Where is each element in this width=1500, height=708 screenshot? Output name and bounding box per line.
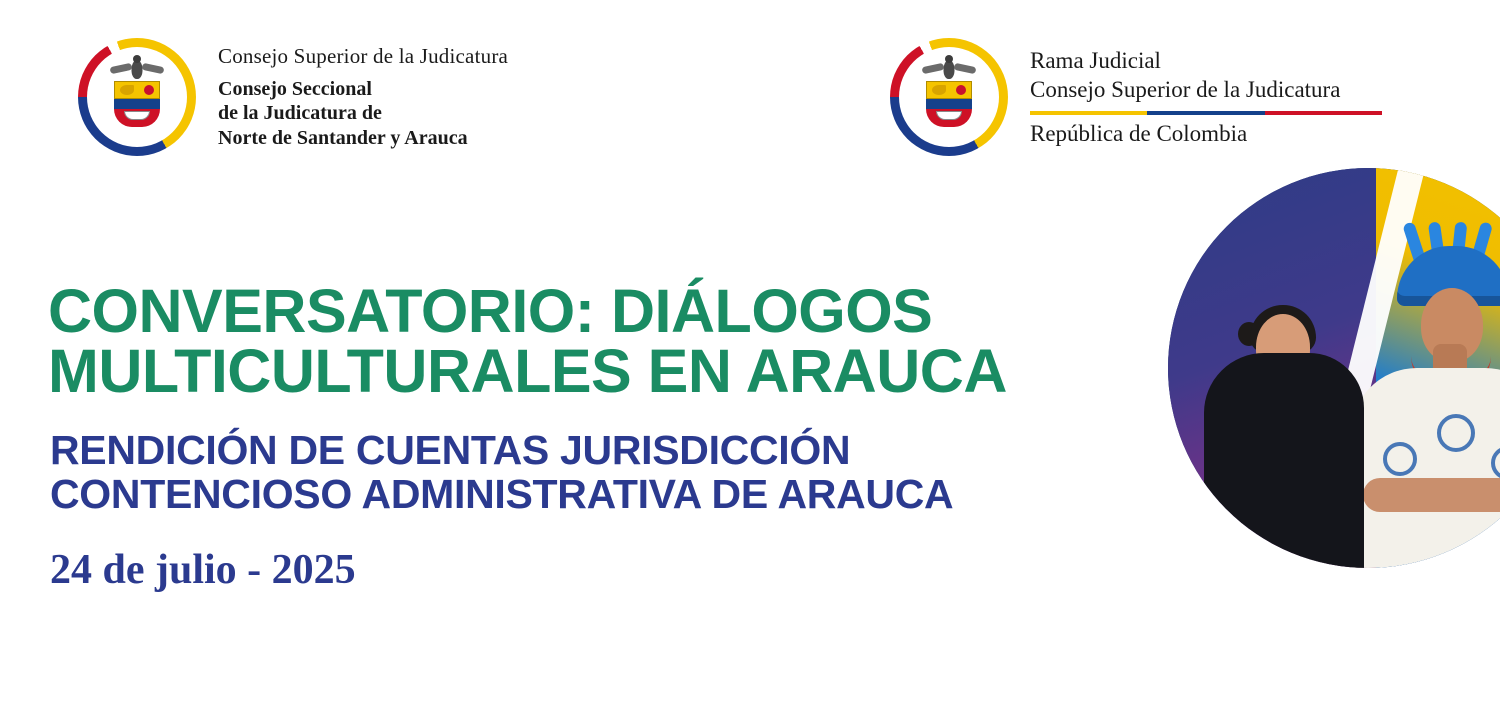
logo-rama-judicial [890, 38, 1382, 156]
logo-right-line1: Rama Judicial [1030, 48, 1161, 74]
figure-judge [1196, 238, 1371, 568]
banner-subtitle [50, 428, 1170, 517]
banner-subtitle-line2: CONTENCIOSO ADMINISTRATIVA DE ARAUCA [50, 471, 954, 518]
logo-left-line1: Consejo Superior de la Judicatura [218, 43, 509, 68]
logo-left-bold-line1: Consejo Seccional [218, 77, 372, 100]
logo-left-bold-line2: de la Judicatura de [218, 102, 382, 125]
logo-left-bold-line3: Norte de Santander y Arauca [218, 126, 468, 149]
banner-title-line1: CONVERSATORIO: DIÁLOGOS [48, 277, 933, 345]
logo-right-text [1030, 47, 1382, 146]
banner-photo [1168, 168, 1500, 568]
logo-consejo-seccional [78, 38, 508, 156]
logo-right-line3: República de Colombia [1030, 120, 1248, 146]
banner-date: 24 de julio - 2025 [50, 547, 356, 593]
colombia-coat-of-arms-seal-icon [78, 38, 196, 156]
banner-subtitle-line1: RENDICIÓN DE CUENTAS JURISDICCIÓN [50, 427, 851, 473]
logo-left-text [218, 44, 508, 150]
logo-right-line2: Consejo Superior de la Judicatura [1030, 76, 1341, 102]
banner-title-line2: MULTICULTURALES EN ARAUCA [48, 336, 1007, 405]
banner-title [48, 277, 1168, 405]
tricolor-rule [1030, 111, 1382, 115]
colombia-coat-of-arms-seal-icon [890, 38, 1008, 156]
